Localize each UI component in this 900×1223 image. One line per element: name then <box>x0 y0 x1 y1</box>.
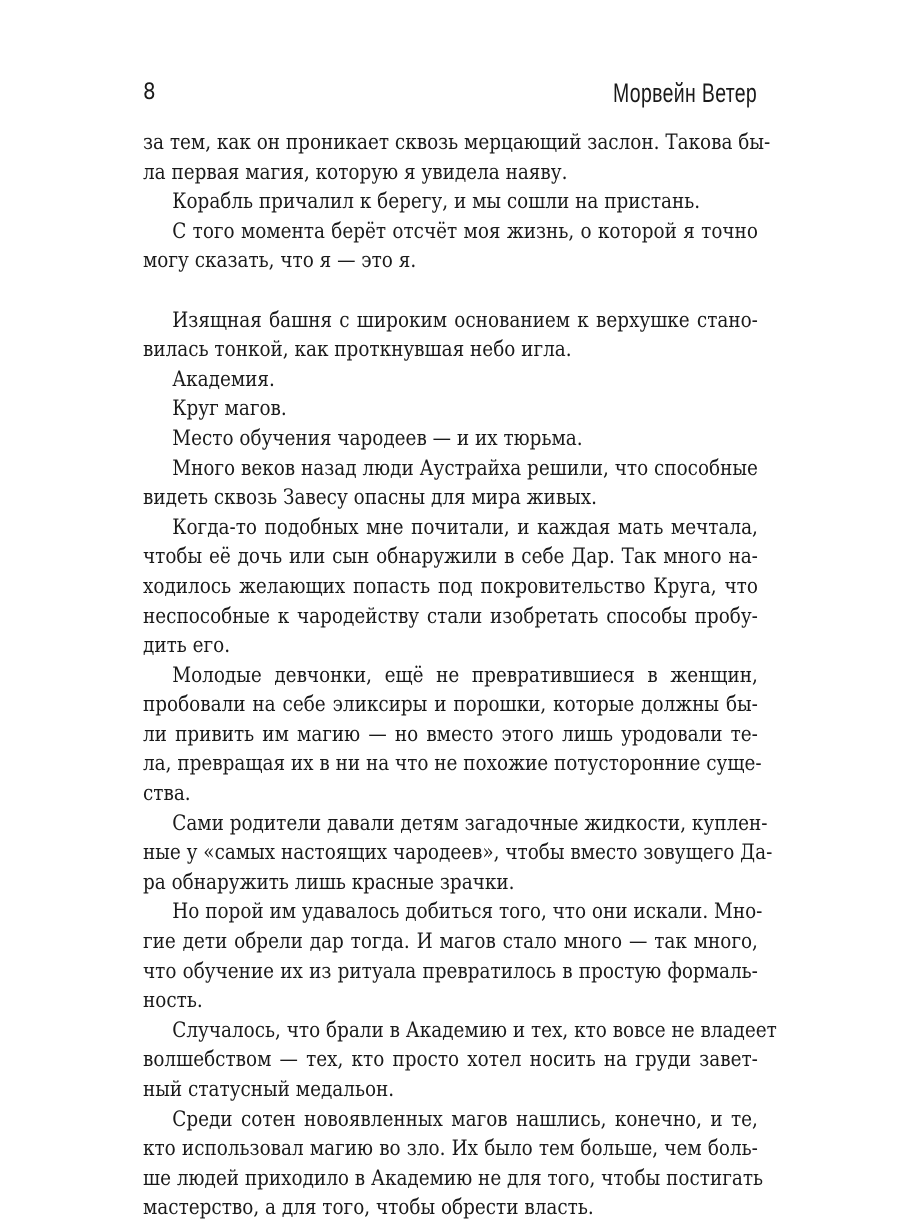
text-line: Место обучения чародеев — и их тюрьма. <box>172 425 583 451</box>
text-line: ла первая магия, которую я увидела наяву. <box>143 159 568 185</box>
text-line: гие дети обрели дар тогда. И магов стало много — так много, <box>143 929 758 955</box>
text-line: могу сказать, что я — это я. <box>143 248 417 274</box>
text-line: дить его. <box>143 633 231 659</box>
text-line: за тем, как он проникает сквозь мерцающий заслон. Такова бы- <box>143 130 771 155</box>
text-line: Молодые девчонки, ещё не превратившиеся в женщин, <box>172 662 758 688</box>
text-line: неспособные к чародейству стали изобретать способы пробу- <box>143 603 758 629</box>
running-head <box>143 76 757 108</box>
text-line: ные у «самых настоящих чародеев», чтобы вместо зовущего Да- <box>143 840 773 866</box>
text-line: вилась тонкой, как проткнувшая небо игла. <box>143 337 572 363</box>
text-line: ла, превращая их в ни на что не похожие потусторонние суще- <box>143 751 762 777</box>
text-line: что обучение их из ритуала превратилось в простую формаль- <box>143 958 758 984</box>
text-line: Корабль причалил к берегу, и мы сошли на пристань. <box>172 189 701 215</box>
text-line: чтобы её дочь или сын обнаружили в себе Дар. Так много на- <box>143 544 758 570</box>
text-line: Академия. <box>172 366 275 392</box>
text-line: пробовали на себе эликсиры и порошки, которые должны бы- <box>143 692 758 718</box>
body-text <box>143 128 777 1223</box>
text-line: Круг магов. <box>172 396 287 422</box>
text-line: видеть сквозь Завесу опасны для мира живых. <box>143 485 598 511</box>
text-line: Но порой им удавалось добиться того, что они искали. Мно- <box>172 899 763 925</box>
text-line: Когда-то подобных мне почитали, и каждая мать мечтала, <box>172 514 758 540</box>
text-line: ра обнаружить лишь красные зрачки. <box>143 869 515 895</box>
text-line: Случалось, что брали в Академию и тех, кто вовсе не владеет <box>172 1017 777 1043</box>
text-line: ный статусный медальон. <box>143 1077 395 1102</box>
text-line: ства. <box>143 781 191 807</box>
text-line: волшебством — тех, кто просто хотел носить на груди завет- <box>143 1047 758 1073</box>
book-title: Морвейн Ветер <box>612 78 757 108</box>
text-line: мастерство, а для того, чтобы обрести власть. <box>143 1195 594 1221</box>
text-line: кто использовал магию во зло. Их было тем больше, чем боль- <box>143 1136 758 1162</box>
text-line: С того момента берёт отсчёт моя жизнь, о которой я точно <box>172 218 758 244</box>
text-line: ли привить им магию — но вместо этого лишь уродовали те- <box>143 721 758 747</box>
section-break <box>143 276 758 306</box>
text-line: ность. <box>143 988 203 1014</box>
text-line: Среди сотен новоявленных магов нашлись, конечно, и те, <box>172 1106 758 1132</box>
text-line: ше людей приходило в Академию не для того, чтобы постигать <box>143 1165 764 1191</box>
text-line: Много веков назад люди Аустрайха решили, что способные <box>172 455 758 481</box>
page-number: 8 <box>143 80 156 105</box>
text-line: Сами родители давали детям загадочные жидкости, куплен- <box>172 810 768 836</box>
text-line: Изящная башня с широким основанием к верхушке стано- <box>172 307 758 333</box>
text-line: ходилось желающих попасть под покровительство Круга, что <box>143 573 758 599</box>
